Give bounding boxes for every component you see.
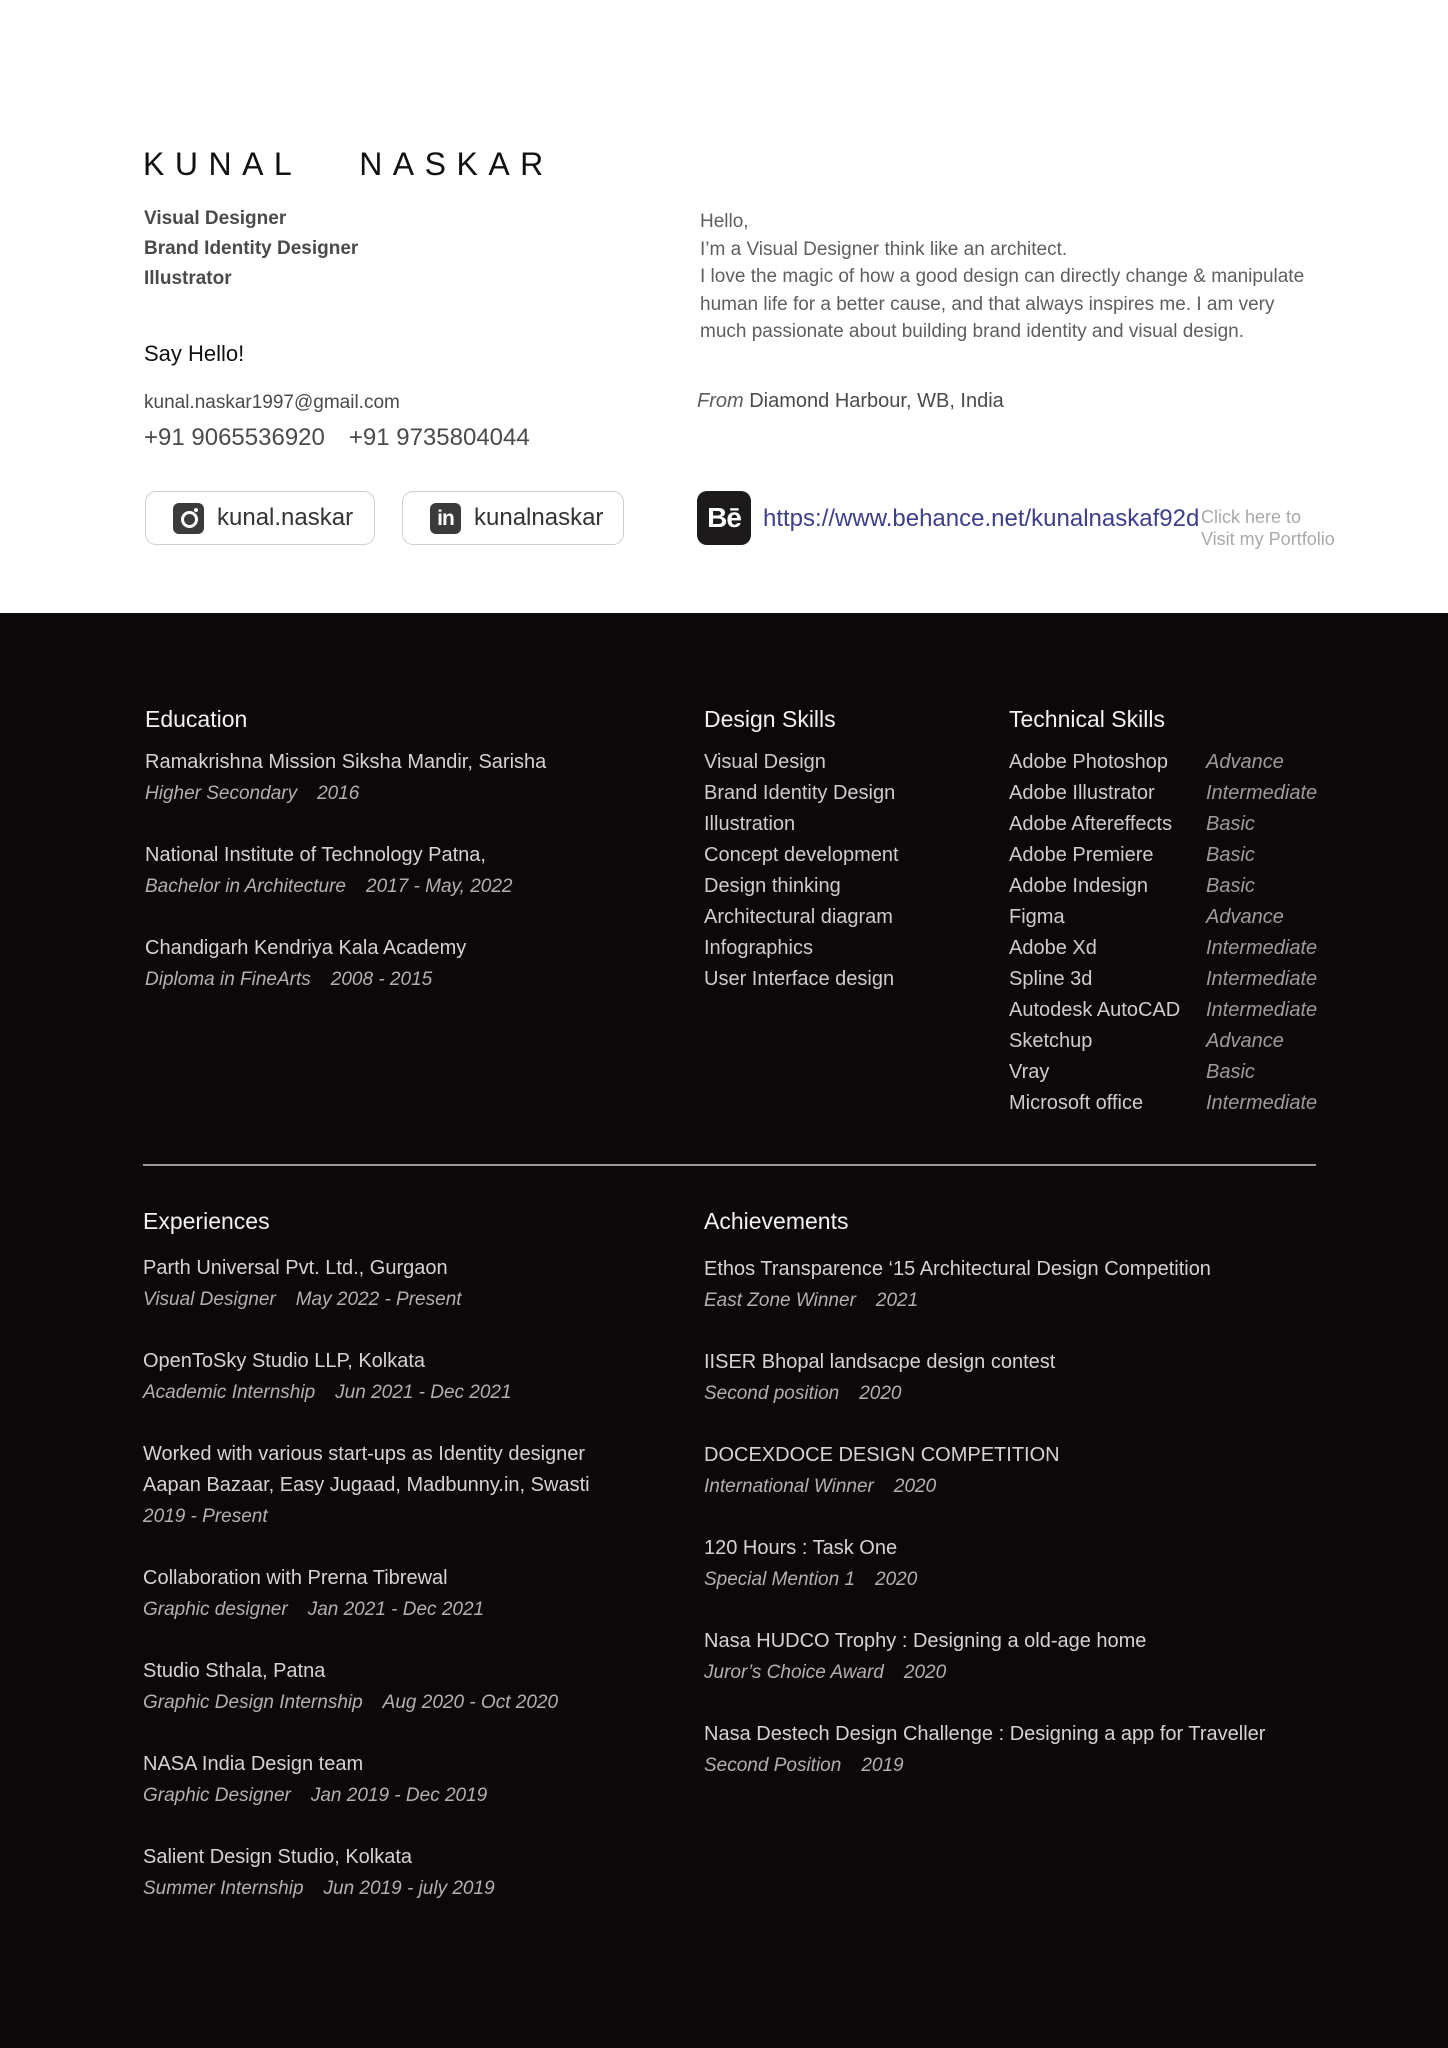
item-title: Parth Universal Pvt. Ltd., Gurgaon <box>143 1257 448 1279</box>
role-item: Illustrator <box>144 268 232 289</box>
tech-skill-row <box>1009 964 1317 995</box>
item-year: 2020 <box>893 1476 937 1497</box>
item-title: Collaboration with Prerna Tibrewal <box>143 1567 448 1589</box>
item-title: Salient Design Studio, Kolkata <box>143 1846 413 1868</box>
item-title: Worked with various start-ups as Identity designer <box>143 1443 586 1465</box>
item-role: Second Position <box>704 1755 842 1776</box>
achievement-item <box>704 1440 1265 1502</box>
location-value: Diamond Harbour, WB, India <box>749 390 1004 412</box>
tech-skill-name: Spline 3d <box>1009 968 1093 990</box>
behance-portfolio-link[interactable]: https://www.behance.net/kunalnaskaf92d <box>763 505 1200 532</box>
portfolio-hint <box>1201 506 1335 550</box>
achievement-item <box>704 1626 1265 1688</box>
skill-item: Infographics <box>704 937 813 959</box>
education-item <box>145 747 546 809</box>
tech-skill-name: Sketchup <box>1009 1030 1093 1052</box>
experience-item <box>143 1346 590 1408</box>
tech-skill-row <box>1009 871 1317 902</box>
experience-item <box>143 1842 590 1904</box>
tech-skill-row <box>1009 840 1317 871</box>
item-subtitle <box>704 1657 1265 1688</box>
tech-skill-name: Adobe Aftereffects <box>1009 813 1173 835</box>
tech-skill-level: Basic <box>1206 1061 1255 1083</box>
experience-item <box>143 1749 590 1811</box>
item-subtitle <box>143 1501 590 1532</box>
section-divider <box>143 1164 1316 1166</box>
roles-list <box>144 204 358 294</box>
tech-skill-name: Adobe Illustrator <box>1009 782 1155 804</box>
education-item <box>145 933 546 995</box>
technical-skills-list <box>1009 747 1317 1119</box>
tech-skill-level: Basic <box>1206 813 1255 835</box>
item-period: 2017 - May, 2022 <box>366 876 513 897</box>
phone-number[interactable]: +91 9735804044 <box>348 424 530 451</box>
item-subtitle <box>145 964 546 995</box>
item-role: Juror’s Choice Award <box>704 1662 884 1683</box>
design-skills-list <box>704 747 899 995</box>
item-subtitle <box>704 1285 1265 1316</box>
item-subtitle <box>145 871 546 902</box>
item-year: 2020 <box>875 1569 918 1590</box>
item-period: Jan 2019 - Dec 2019 <box>310 1785 488 1806</box>
achievement-item <box>704 1254 1265 1316</box>
item-year: 2020 <box>859 1383 902 1404</box>
item-role: Diploma in FineArts <box>145 969 311 990</box>
item-subtitle <box>704 1378 1265 1409</box>
tech-skill-level: Advance <box>1206 1030 1284 1052</box>
tech-skill-level: Basic <box>1206 844 1255 866</box>
tech-skill-name: Vray <box>1009 1061 1050 1083</box>
behance-icon[interactable]: Bē <box>697 491 751 545</box>
achievement-item <box>704 1719 1265 1781</box>
role-item: Brand Identity Designer <box>144 238 359 259</box>
section-title: Education <box>145 706 248 732</box>
skill-item: User Interface design <box>704 968 895 990</box>
item-subtitle <box>143 1594 590 1625</box>
item-year: 2019 <box>861 1755 904 1776</box>
email-link[interactable]: kunal.naskar1997@gmail.com <box>144 392 400 413</box>
tech-skill-row <box>1009 1088 1317 1119</box>
tech-skill-level: Intermediate <box>1206 937 1318 959</box>
item-role: Second position <box>704 1383 840 1404</box>
item-period: Jan 2021 - Dec 2021 <box>307 1599 485 1620</box>
item-role: Summer Internship <box>143 1878 304 1899</box>
item-period: 2019 - Present <box>143 1506 268 1527</box>
item-role: Graphic Design Internship <box>143 1692 363 1713</box>
item-year: 2020 <box>903 1662 947 1683</box>
bio-text <box>700 208 1320 346</box>
item-subtitle <box>143 1687 590 1718</box>
linkedin-icon: in <box>430 503 461 534</box>
tech-skill-name: Figma <box>1009 906 1065 928</box>
item-title: 120 Hours : Task One <box>704 1537 898 1559</box>
item-subtitle <box>704 1750 1265 1781</box>
item-period: Jun 2021 - Dec 2021 <box>335 1382 512 1403</box>
item-role: Special Mention 1 <box>704 1569 856 1590</box>
item-title-secondary: Aapan Bazaar, Easy Jugaad, Madbunny.in, Swasti <box>143 1474 590 1496</box>
tech-skill-level: Intermediate <box>1206 999 1318 1021</box>
tech-skill-level: Intermediate <box>1206 782 1318 804</box>
tech-skill-level: Basic <box>1206 875 1255 897</box>
item-title: Chandigarh Kendriya Kala Academy <box>145 937 467 959</box>
instagram-handle: kunal.naskar <box>217 504 354 531</box>
portfolio-hint-line: Visit my Portfolio <box>1201 529 1335 549</box>
item-period: May 2022 - Present <box>295 1289 462 1310</box>
tech-skill-row <box>1009 1057 1317 1088</box>
linkedin-button[interactable] <box>402 491 624 545</box>
item-period: 2016 <box>317 783 360 804</box>
section-title: Achievements <box>704 1208 849 1234</box>
phone-number[interactable]: +91 9065536920 <box>144 424 325 451</box>
tech-skill-row <box>1009 809 1317 840</box>
item-title: Nasa Destech Design Challenge : Designing a app for Traveller <box>704 1723 1266 1745</box>
from-label: From <box>697 390 744 412</box>
item-subtitle <box>704 1564 1265 1595</box>
skill-item: Visual Design <box>704 751 826 773</box>
item-role: Graphic Designer <box>143 1785 291 1806</box>
item-role: Academic Internship <box>143 1382 316 1403</box>
tech-skill-row <box>1009 902 1317 933</box>
instagram-icon <box>173 503 204 534</box>
portfolio-hint-line: Click here to <box>1201 507 1302 527</box>
tech-skill-name: Autodesk AutoCAD <box>1009 999 1181 1021</box>
item-title: OpenToSky Studio LLP, Kolkata <box>143 1350 426 1372</box>
tech-skill-level: Intermediate <box>1206 968 1318 990</box>
item-title: Ramakrishna Mission Siksha Mandir, Sarisha <box>145 751 547 773</box>
tech-skill-name: Adobe Photoshop <box>1009 751 1169 773</box>
tech-skill-row <box>1009 933 1317 964</box>
achievement-item <box>704 1347 1265 1409</box>
item-role: Higher Secondary <box>145 783 298 804</box>
design-skills-section <box>704 706 899 995</box>
item-subtitle <box>143 1284 590 1315</box>
item-title: Studio Sthala, Patna <box>143 1660 326 1682</box>
experience-item <box>143 1563 590 1625</box>
item-subtitle <box>704 1471 1265 1502</box>
item-period: 2008 - 2015 <box>330 969 433 990</box>
tech-skill-name: Adobe Indesign <box>1009 875 1149 897</box>
achievement-item <box>704 1533 1265 1595</box>
item-period: Jun 2019 - july 2019 <box>323 1878 495 1899</box>
tech-skill-level: Advance <box>1206 906 1284 928</box>
section-title: Experiences <box>143 1208 270 1234</box>
item-role: International Winner <box>704 1476 874 1497</box>
tech-skill-row <box>1009 747 1317 778</box>
item-subtitle <box>143 1873 590 1904</box>
phone-numbers <box>144 424 530 452</box>
item-role: Visual Designer <box>143 1289 276 1310</box>
bio-greeting: Hello, <box>700 211 749 232</box>
say-hello-heading: Say Hello! <box>144 341 245 366</box>
tech-skill-level: Intermediate <box>1206 1092 1318 1114</box>
education-item <box>145 840 546 902</box>
tech-skill-level: Advance <box>1206 751 1284 773</box>
skill-item: Design thinking <box>704 875 841 897</box>
experience-item <box>143 1656 590 1718</box>
education-section <box>145 706 546 995</box>
instagram-button[interactable] <box>145 491 375 545</box>
tech-skill-name: Adobe Premiere <box>1009 844 1154 866</box>
skill-item: Concept development <box>704 844 899 866</box>
section-title: Design Skills <box>704 706 836 732</box>
item-role: Bachelor in Architecture <box>145 876 347 897</box>
location <box>697 390 1004 413</box>
technical-skills-section <box>1009 706 1317 1119</box>
experience-item <box>143 1439 590 1532</box>
item-subtitle <box>143 1780 590 1811</box>
item-title: IISER Bhopal landsacpe design contest <box>704 1351 1056 1373</box>
tech-skill-row <box>1009 1026 1317 1057</box>
item-title: NASA India Design team <box>143 1753 364 1775</box>
experiences-section <box>143 1208 590 1904</box>
item-title: DOCEXDOCE DESIGN COMPETITION <box>704 1444 1060 1466</box>
item-role: East Zone Winner <box>704 1290 856 1311</box>
item-year: 2021 <box>875 1290 919 1311</box>
profile-header <box>0 0 1448 613</box>
linkedin-handle: kunalnaskar <box>474 504 604 531</box>
skill-item: Architectural diagram <box>704 906 893 928</box>
item-title: National Institute of Technology Patna, <box>145 844 486 866</box>
tech-skill-row <box>1009 778 1317 809</box>
tech-skill-name: Adobe Xd <box>1009 937 1097 959</box>
bio-paragraph: I love the magic of how a good design can directly change & manipulate human life for a better cause, and that always inspires me. I am very much passionate about building brand identity and visual design. <box>700 266 1305 343</box>
tech-skill-row <box>1009 995 1317 1026</box>
item-title: Nasa HUDCO Trophy : Designing a old-age home <box>704 1630 1147 1652</box>
item-role: Graphic designer <box>143 1599 288 1620</box>
skill-item: Illustration <box>704 813 796 835</box>
achievements-section <box>704 1208 1265 1781</box>
full-name: KUNAL NASKAR <box>143 146 554 182</box>
skill-item: Brand Identity Design <box>704 782 896 804</box>
section-title: Technical Skills <box>1009 706 1165 732</box>
item-period: Aug 2020 - Oct 2020 <box>382 1692 559 1713</box>
role-item: Visual Designer <box>144 208 287 229</box>
item-subtitle <box>145 778 546 809</box>
item-subtitle <box>143 1377 590 1408</box>
tech-skill-name: Microsoft office <box>1009 1092 1144 1114</box>
experience-item <box>143 1253 590 1315</box>
item-title: Ethos Transparence ‘15 Architectural Design Competition <box>704 1258 1211 1280</box>
bio-line: I’m a Visual Designer think like an architect. <box>700 238 1068 260</box>
